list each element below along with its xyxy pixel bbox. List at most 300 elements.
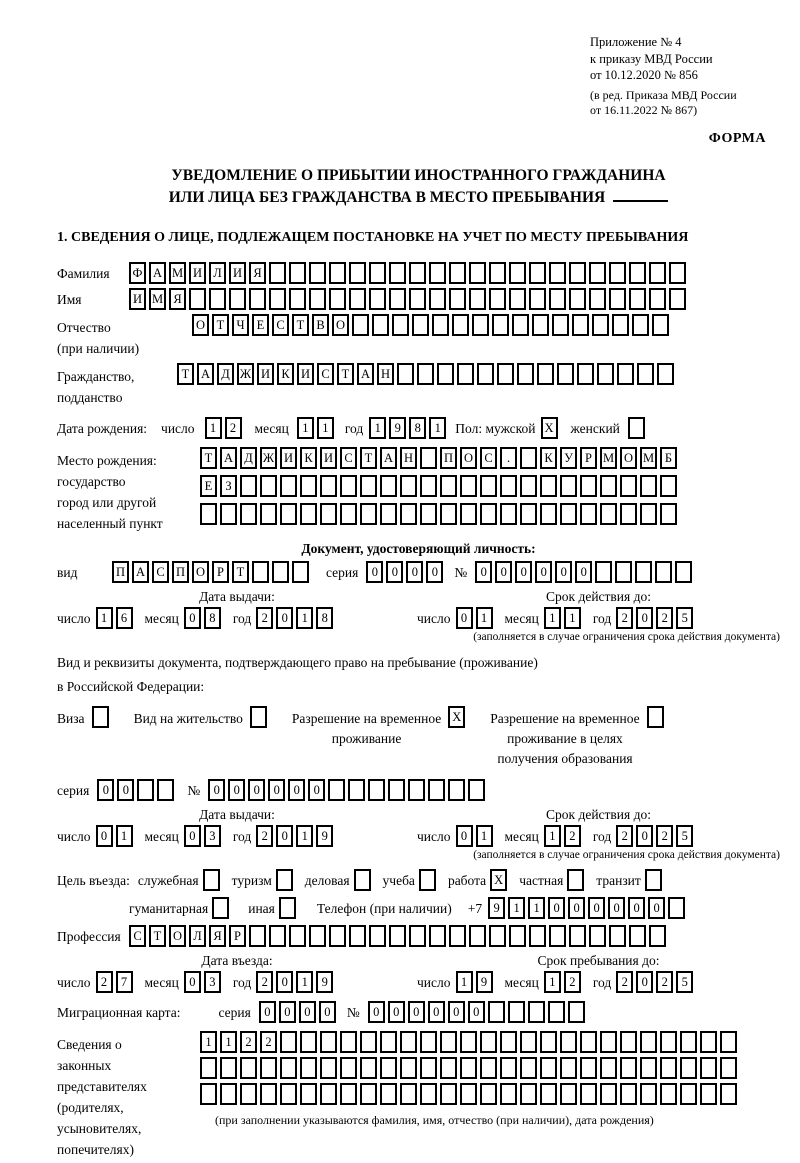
char-box[interactable]: М xyxy=(169,262,186,284)
char-box[interactable] xyxy=(420,503,437,525)
char-box[interactable] xyxy=(657,363,674,385)
char-box[interactable] xyxy=(300,503,317,525)
char-box[interactable]: 9 xyxy=(488,897,505,919)
char-box[interactable]: 2 xyxy=(96,971,113,993)
char-box[interactable] xyxy=(489,288,506,310)
char-box[interactable] xyxy=(645,869,662,891)
char-box[interactable]: 0 xyxy=(279,1001,296,1023)
char-box[interactable] xyxy=(220,1057,237,1079)
char-box[interactable] xyxy=(440,475,457,497)
char-box[interactable]: 1 xyxy=(205,417,222,439)
char-box[interactable] xyxy=(157,779,174,801)
char-box[interactable] xyxy=(520,447,537,469)
char-box[interactable] xyxy=(300,475,317,497)
char-box[interactable] xyxy=(389,262,406,284)
char-box[interactable] xyxy=(537,363,554,385)
char-box[interactable] xyxy=(488,1001,505,1023)
char-box[interactable]: 1 xyxy=(508,897,525,919)
char-box[interactable] xyxy=(468,779,485,801)
char-box[interactable] xyxy=(560,1057,577,1079)
char-box[interactable] xyxy=(500,1083,517,1105)
char-box[interactable]: Я xyxy=(209,925,226,947)
char-box[interactable] xyxy=(92,706,109,728)
char-box[interactable]: Д xyxy=(240,447,257,469)
char-box[interactable]: И xyxy=(229,262,246,284)
char-box[interactable]: 2 xyxy=(225,417,242,439)
char-box[interactable] xyxy=(589,288,606,310)
char-box[interactable] xyxy=(280,503,297,525)
char-box[interactable]: 9 xyxy=(316,825,333,847)
char-box[interactable] xyxy=(460,475,477,497)
char-box[interactable]: 2 xyxy=(564,825,581,847)
char-box[interactable]: Т xyxy=(212,314,229,336)
char-box[interactable] xyxy=(280,1031,297,1053)
char-box[interactable] xyxy=(560,503,577,525)
char-box[interactable] xyxy=(349,288,366,310)
char-box[interactable] xyxy=(680,1031,697,1053)
char-box[interactable] xyxy=(429,925,446,947)
char-box[interactable] xyxy=(660,1083,677,1105)
char-box[interactable]: Н xyxy=(377,363,394,385)
char-box[interactable] xyxy=(440,1031,457,1053)
char-box[interactable] xyxy=(269,288,286,310)
char-box[interactable]: П xyxy=(112,561,129,583)
char-box[interactable]: 2 xyxy=(616,971,633,993)
char-box[interactable]: 1 xyxy=(296,825,313,847)
char-box[interactable]: С xyxy=(129,925,146,947)
char-box[interactable] xyxy=(276,869,293,891)
char-box[interactable]: Л xyxy=(189,925,206,947)
char-box[interactable] xyxy=(640,1057,657,1079)
char-box[interactable]: 1 xyxy=(544,971,561,993)
char-box[interactable] xyxy=(380,1083,397,1105)
char-box[interactable] xyxy=(649,262,666,284)
char-box[interactable]: 1 xyxy=(200,1031,217,1053)
char-box[interactable]: А xyxy=(197,363,214,385)
char-box[interactable] xyxy=(512,314,529,336)
char-box[interactable]: Я xyxy=(169,288,186,310)
char-box[interactable]: 0 xyxy=(495,561,512,583)
char-box[interactable] xyxy=(460,1057,477,1079)
char-box[interactable] xyxy=(569,262,586,284)
char-box[interactable]: 0 xyxy=(575,561,592,583)
char-box[interactable] xyxy=(720,1031,737,1053)
char-box[interactable] xyxy=(349,925,366,947)
char-box[interactable]: И xyxy=(297,363,314,385)
char-box[interactable] xyxy=(389,925,406,947)
char-box[interactable]: 1 xyxy=(544,825,561,847)
char-box[interactable] xyxy=(615,561,632,583)
char-box[interactable] xyxy=(640,475,657,497)
char-box[interactable] xyxy=(669,288,686,310)
char-box[interactable]: А xyxy=(380,447,397,469)
char-box[interactable]: 0 xyxy=(184,825,201,847)
char-box[interactable] xyxy=(340,1031,357,1053)
char-box[interactable] xyxy=(460,503,477,525)
char-box[interactable]: К xyxy=(300,447,317,469)
char-box[interactable]: 5 xyxy=(676,607,693,629)
char-box[interactable] xyxy=(557,363,574,385)
char-box[interactable]: О xyxy=(460,447,477,469)
char-box[interactable] xyxy=(300,1057,317,1079)
char-box[interactable] xyxy=(360,1057,377,1079)
char-box[interactable]: 0 xyxy=(548,897,565,919)
char-box[interactable]: 8 xyxy=(316,607,333,629)
char-box[interactable] xyxy=(592,314,609,336)
char-box[interactable]: М xyxy=(149,288,166,310)
char-box[interactable] xyxy=(280,1057,297,1079)
char-box[interactable]: И xyxy=(257,363,274,385)
char-box[interactable] xyxy=(669,262,686,284)
char-box[interactable]: О xyxy=(192,561,209,583)
char-box[interactable] xyxy=(212,897,229,919)
char-box[interactable] xyxy=(328,779,345,801)
char-box[interactable]: 6 xyxy=(116,607,133,629)
char-box[interactable] xyxy=(600,475,617,497)
char-box[interactable]: 2 xyxy=(656,971,673,993)
char-box[interactable] xyxy=(520,475,537,497)
char-box[interactable] xyxy=(532,314,549,336)
char-box[interactable]: С xyxy=(480,447,497,469)
char-box[interactable]: 0 xyxy=(208,779,225,801)
char-box[interactable]: 3 xyxy=(204,825,221,847)
char-box[interactable]: Ф xyxy=(129,262,146,284)
char-box[interactable]: 0 xyxy=(456,825,473,847)
char-box[interactable] xyxy=(340,475,357,497)
char-box[interactable]: 0 xyxy=(636,607,653,629)
char-box[interactable] xyxy=(409,288,426,310)
char-box[interactable] xyxy=(320,1057,337,1079)
char-box[interactable]: И xyxy=(320,447,337,469)
char-box[interactable]: 1 xyxy=(296,607,313,629)
char-box[interactable] xyxy=(428,779,445,801)
char-box[interactable] xyxy=(520,1057,537,1079)
char-box[interactable] xyxy=(589,262,606,284)
char-box[interactable] xyxy=(477,363,494,385)
char-box[interactable]: 0 xyxy=(268,779,285,801)
char-box[interactable] xyxy=(680,1057,697,1079)
char-box[interactable] xyxy=(540,475,557,497)
char-box[interactable] xyxy=(668,897,685,919)
char-box[interactable]: 0 xyxy=(184,607,201,629)
char-box[interactable] xyxy=(309,288,326,310)
char-box[interactable] xyxy=(320,1083,337,1105)
char-box[interactable] xyxy=(492,314,509,336)
char-box[interactable] xyxy=(620,1031,637,1053)
char-box[interactable] xyxy=(580,1057,597,1079)
char-box[interactable] xyxy=(329,925,346,947)
char-box[interactable] xyxy=(249,925,266,947)
char-box[interactable] xyxy=(369,925,386,947)
char-box[interactable] xyxy=(660,1057,677,1079)
char-box[interactable]: Р xyxy=(580,447,597,469)
char-box[interactable] xyxy=(409,925,426,947)
char-box[interactable]: А xyxy=(220,447,237,469)
char-box[interactable]: 2 xyxy=(656,825,673,847)
char-box[interactable] xyxy=(419,869,436,891)
char-box[interactable] xyxy=(680,1083,697,1105)
char-box[interactable] xyxy=(380,1031,397,1053)
char-box[interactable] xyxy=(552,314,569,336)
char-box[interactable]: . xyxy=(500,447,517,469)
char-box[interactable]: 2 xyxy=(256,825,273,847)
char-box[interactable] xyxy=(340,1057,357,1079)
char-box[interactable] xyxy=(577,363,594,385)
char-box[interactable] xyxy=(472,314,489,336)
char-box[interactable] xyxy=(429,262,446,284)
char-box[interactable]: 0 xyxy=(588,897,605,919)
char-box[interactable] xyxy=(560,475,577,497)
char-box[interactable]: 1 xyxy=(564,607,581,629)
char-box[interactable] xyxy=(397,363,414,385)
char-box[interactable] xyxy=(647,706,664,728)
char-box[interactable]: 0 xyxy=(276,825,293,847)
char-box[interactable] xyxy=(360,1031,377,1053)
char-box[interactable] xyxy=(354,869,371,891)
char-box[interactable] xyxy=(309,262,326,284)
char-box[interactable] xyxy=(540,1083,557,1105)
char-box[interactable] xyxy=(480,1083,497,1105)
char-box[interactable] xyxy=(620,1057,637,1079)
char-box[interactable] xyxy=(220,503,237,525)
char-box[interactable] xyxy=(549,262,566,284)
char-box[interactable] xyxy=(279,897,296,919)
char-box[interactable] xyxy=(620,1083,637,1105)
char-box[interactable] xyxy=(200,1083,217,1105)
char-box[interactable] xyxy=(629,262,646,284)
char-box[interactable] xyxy=(300,1031,317,1053)
char-box[interactable] xyxy=(360,1083,377,1105)
char-box[interactable] xyxy=(600,1083,617,1105)
char-box[interactable] xyxy=(252,561,269,583)
char-box[interactable]: Б xyxy=(660,447,677,469)
char-box[interactable] xyxy=(508,1001,525,1023)
char-box[interactable]: 0 xyxy=(408,1001,425,1023)
char-box[interactable] xyxy=(260,503,277,525)
char-box[interactable] xyxy=(549,925,566,947)
char-box[interactable]: 1 xyxy=(476,607,493,629)
char-box[interactable] xyxy=(548,1001,565,1023)
char-box[interactable]: М xyxy=(600,447,617,469)
char-box[interactable]: 2 xyxy=(256,971,273,993)
char-box[interactable] xyxy=(629,288,646,310)
char-box[interactable]: Р xyxy=(229,925,246,947)
char-box[interactable] xyxy=(600,503,617,525)
char-box[interactable]: 0 xyxy=(386,561,403,583)
char-box[interactable] xyxy=(420,447,437,469)
char-box[interactable]: 1 xyxy=(116,825,133,847)
char-box[interactable] xyxy=(400,1031,417,1053)
char-box[interactable] xyxy=(449,925,466,947)
char-box[interactable] xyxy=(420,1083,437,1105)
char-box[interactable]: X xyxy=(448,706,465,728)
char-box[interactable] xyxy=(352,314,369,336)
char-box[interactable] xyxy=(580,503,597,525)
char-box[interactable] xyxy=(189,288,206,310)
char-box[interactable]: С xyxy=(152,561,169,583)
char-box[interactable]: Л xyxy=(209,262,226,284)
char-box[interactable] xyxy=(389,288,406,310)
char-box[interactable]: Ж xyxy=(260,447,277,469)
char-box[interactable]: 0 xyxy=(299,1001,316,1023)
char-box[interactable] xyxy=(549,288,566,310)
char-box[interactable] xyxy=(520,1031,537,1053)
char-box[interactable] xyxy=(260,475,277,497)
char-box[interactable] xyxy=(340,503,357,525)
char-box[interactable]: 0 xyxy=(426,561,443,583)
char-box[interactable] xyxy=(292,561,309,583)
char-box[interactable] xyxy=(640,1083,657,1105)
char-box[interactable] xyxy=(240,475,257,497)
char-box[interactable]: С xyxy=(340,447,357,469)
char-box[interactable] xyxy=(388,779,405,801)
char-box[interactable] xyxy=(649,288,666,310)
char-box[interactable]: 2 xyxy=(256,607,273,629)
char-box[interactable]: 2 xyxy=(616,825,633,847)
char-box[interactable] xyxy=(637,363,654,385)
char-box[interactable] xyxy=(640,1031,657,1053)
char-box[interactable]: 0 xyxy=(319,1001,336,1023)
char-box[interactable]: 1 xyxy=(220,1031,237,1053)
char-box[interactable]: 0 xyxy=(468,1001,485,1023)
char-box[interactable] xyxy=(529,288,546,310)
char-box[interactable]: 0 xyxy=(636,971,653,993)
char-box[interactable] xyxy=(440,1057,457,1079)
char-box[interactable]: 5 xyxy=(676,971,693,993)
char-box[interactable]: X xyxy=(541,417,558,439)
char-box[interactable] xyxy=(720,1083,737,1105)
char-box[interactable]: 0 xyxy=(406,561,423,583)
char-box[interactable] xyxy=(520,1083,537,1105)
char-box[interactable]: З xyxy=(220,475,237,497)
char-box[interactable]: Т xyxy=(360,447,377,469)
char-box[interactable]: 1 xyxy=(456,971,473,993)
char-box[interactable] xyxy=(620,503,637,525)
char-box[interactable] xyxy=(567,869,584,891)
char-box[interactable]: Ж xyxy=(237,363,254,385)
char-box[interactable]: 2 xyxy=(240,1031,257,1053)
char-box[interactable]: 0 xyxy=(248,779,265,801)
char-box[interactable] xyxy=(635,561,652,583)
char-box[interactable] xyxy=(412,314,429,336)
char-box[interactable] xyxy=(240,1083,257,1105)
char-box[interactable] xyxy=(520,503,537,525)
char-box[interactable]: Е xyxy=(252,314,269,336)
char-box[interactable] xyxy=(369,288,386,310)
char-box[interactable] xyxy=(209,288,226,310)
char-box[interactable]: 0 xyxy=(117,779,134,801)
char-box[interactable] xyxy=(229,288,246,310)
char-box[interactable] xyxy=(560,1083,577,1105)
char-box[interactable] xyxy=(137,779,154,801)
char-box[interactable] xyxy=(560,1031,577,1053)
char-box[interactable] xyxy=(300,1083,317,1105)
char-box[interactable] xyxy=(448,779,465,801)
char-box[interactable]: К xyxy=(540,447,557,469)
char-box[interactable]: Т xyxy=(292,314,309,336)
char-box[interactable]: О xyxy=(332,314,349,336)
char-box[interactable] xyxy=(200,1057,217,1079)
char-box[interactable] xyxy=(400,1083,417,1105)
char-box[interactable] xyxy=(700,1031,717,1053)
char-box[interactable] xyxy=(260,1083,277,1105)
char-box[interactable] xyxy=(640,503,657,525)
char-box[interactable]: Т xyxy=(200,447,217,469)
char-box[interactable]: 0 xyxy=(288,779,305,801)
char-box[interactable] xyxy=(457,363,474,385)
char-box[interactable] xyxy=(460,1083,477,1105)
char-box[interactable] xyxy=(500,475,517,497)
char-box[interactable] xyxy=(655,561,672,583)
char-box[interactable]: П xyxy=(172,561,189,583)
char-box[interactable]: Р xyxy=(212,561,229,583)
char-box[interactable] xyxy=(469,925,486,947)
char-box[interactable]: 1 xyxy=(528,897,545,919)
char-box[interactable]: В xyxy=(312,314,329,336)
char-box[interactable] xyxy=(440,503,457,525)
char-box[interactable] xyxy=(620,475,637,497)
char-box[interactable]: 0 xyxy=(648,897,665,919)
char-box[interactable]: М xyxy=(640,447,657,469)
char-box[interactable]: 9 xyxy=(389,417,406,439)
char-box[interactable] xyxy=(360,475,377,497)
char-box[interactable] xyxy=(320,503,337,525)
char-box[interactable]: 0 xyxy=(366,561,383,583)
char-box[interactable]: 1 xyxy=(317,417,334,439)
char-box[interactable] xyxy=(580,1083,597,1105)
char-box[interactable] xyxy=(452,314,469,336)
char-box[interactable]: 0 xyxy=(228,779,245,801)
char-box[interactable]: 2 xyxy=(564,971,581,993)
char-box[interactable] xyxy=(589,925,606,947)
char-box[interactable] xyxy=(369,262,386,284)
char-box[interactable] xyxy=(540,503,557,525)
char-box[interactable]: А xyxy=(132,561,149,583)
char-box[interactable] xyxy=(480,1057,497,1079)
char-box[interactable]: 1 xyxy=(544,607,561,629)
char-box[interactable] xyxy=(460,1031,477,1053)
char-box[interactable] xyxy=(329,288,346,310)
char-box[interactable] xyxy=(432,314,449,336)
char-box[interactable]: Т xyxy=(149,925,166,947)
char-box[interactable] xyxy=(220,1083,237,1105)
char-box[interactable] xyxy=(600,1031,617,1053)
char-box[interactable]: 0 xyxy=(608,897,625,919)
char-box[interactable]: Т xyxy=(337,363,354,385)
char-box[interactable]: 0 xyxy=(636,825,653,847)
char-box[interactable] xyxy=(380,1057,397,1079)
char-box[interactable] xyxy=(500,503,517,525)
char-box[interactable] xyxy=(569,288,586,310)
char-box[interactable]: 1 xyxy=(369,417,386,439)
char-box[interactable]: Т xyxy=(232,561,249,583)
char-box[interactable]: 0 xyxy=(568,897,585,919)
char-box[interactable] xyxy=(469,262,486,284)
char-box[interactable] xyxy=(632,314,649,336)
char-box[interactable] xyxy=(449,262,466,284)
char-box[interactable] xyxy=(480,503,497,525)
char-box[interactable]: Т xyxy=(177,363,194,385)
char-box[interactable]: 1 xyxy=(297,417,314,439)
char-box[interactable] xyxy=(568,1001,585,1023)
char-box[interactable] xyxy=(280,1083,297,1105)
char-box[interactable] xyxy=(329,262,346,284)
char-box[interactable]: Ч xyxy=(232,314,249,336)
char-box[interactable] xyxy=(449,288,466,310)
char-box[interactable]: 0 xyxy=(448,1001,465,1023)
char-box[interactable] xyxy=(368,779,385,801)
char-box[interactable] xyxy=(400,503,417,525)
